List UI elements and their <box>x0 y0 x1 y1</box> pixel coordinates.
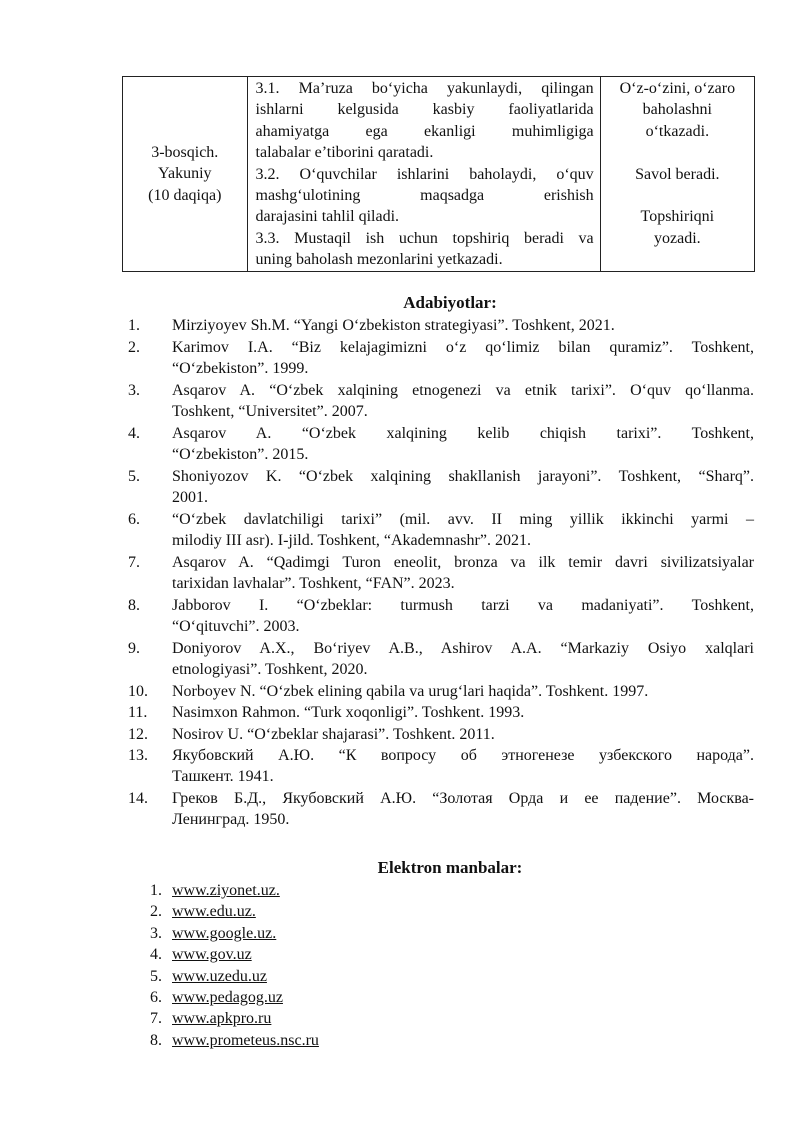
electronic-source-link[interactable]: www.prometeus.nsc.ru <box>172 1031 319 1049</box>
reference-text-line: 2001. <box>172 488 208 506</box>
reference-text <box>172 724 754 745</box>
electronic-source-link[interactable]: www.edu.uz. <box>172 903 256 921</box>
teacher-activity-cell <box>247 77 600 272</box>
reference-number: 2. <box>128 338 140 356</box>
reference-text <box>172 595 754 638</box>
electronic-sources-heading: Elektron manbalar: <box>377 858 523 877</box>
lesson-stage-table <box>122 76 755 272</box>
reference-text-line: Mirziyoyev Sh.M. “Yangi O‘zbekiston strategiyasi”. Toshkent, 2021. <box>172 317 615 334</box>
reference-text <box>172 638 754 681</box>
reference-number: 9. <box>128 639 140 657</box>
electronic-source-link[interactable]: www.pedagog.uz <box>172 988 283 1006</box>
reference-text-line: Jabborov I. “O‘zbeklar: turmush tarzi va madaniyati”. Toshkent, <box>172 596 754 614</box>
electronic-source-link[interactable]: www.google.uz. <box>172 924 277 942</box>
reference-text <box>172 702 754 723</box>
stage-label-cell <box>123 77 248 272</box>
reference-text-line: Ташкент. 1941. <box>172 768 274 786</box>
teacher-activity-line: 3.2. O‘quvchilar ishlarini baholaydi, o‘quv <box>255 165 594 183</box>
reference-text <box>172 788 754 831</box>
reference-number: 3. <box>128 381 140 399</box>
reference-text-line: Asqarov A. “O‘zbek xalqining etnogenezi va etnik tarixi”. O‘quv qo‘llanma. <box>172 381 754 399</box>
teacher-activity-line: uning baholash mezonlarini yetkazadi. <box>255 251 503 269</box>
reference-text-line: Norboyev N. “O‘zbek elining qabila va urug‘lari haqida”. Toshkent. 1997. <box>172 682 649 700</box>
spacer <box>601 142 754 163</box>
teacher-activity-line: talabalar e’tiborini qaratadi. <box>255 144 434 162</box>
reference-text-line: Toshkent, “Universitet”. 2007. <box>172 402 368 420</box>
stage-label-line: Yakuniy <box>158 165 212 183</box>
reference-text <box>172 466 754 509</box>
reference-number: 4. <box>128 424 140 442</box>
reference-text-line: Якубовский А.Ю. “К вопросу об этногенезе узбекского народа”. <box>172 747 754 764</box>
reference-text <box>172 509 754 552</box>
teacher-activity-line: 3.3. Mustaqil ish uchun topshiriq beradi va <box>255 229 594 247</box>
table-row <box>123 77 755 272</box>
student-activity-line: Topshiriqni <box>640 208 715 226</box>
electronic-source-number: 1. <box>150 882 162 899</box>
student-activity-line: baholashni <box>642 101 712 119</box>
teacher-activity-line: darajasini tahlil qiladi. <box>255 208 400 226</box>
reference-text-line: “O‘zbekiston”. 2015. <box>172 445 309 463</box>
reference-text <box>172 681 754 702</box>
electronic-source-number: 5. <box>150 967 162 985</box>
student-activity-line: yozadi. <box>654 229 701 247</box>
reference-text-line: Nasimxon Rahmon. “Turk xoqonligi”. Toshkent. 1993. <box>172 704 525 721</box>
reference-text-line: Asqarov A. “Qadimgi Turon eneolit, bronza va ilk temir davri sivilizatsiyalar <box>172 553 754 571</box>
electronic-source-number: 4. <box>150 946 162 964</box>
spacer <box>601 185 754 206</box>
student-activity-line: o‘tkazadi. <box>645 122 710 140</box>
electronic-source-number: 3. <box>150 924 162 942</box>
electronic-source-number: 7. <box>150 1010 162 1028</box>
reference-text-line: “O‘zbekiston”. 1999. <box>172 359 309 377</box>
reference-text-line: Ленинград. 1950. <box>172 811 290 829</box>
teacher-activity-line: mashg‘ulotining maqsadga erishish <box>255 187 594 205</box>
reference-text-line: “O‘qituvchi”. 2003. <box>172 617 300 635</box>
reference-number: 5. <box>128 467 140 485</box>
student-activity-cell <box>600 77 754 272</box>
reference-text-line: tarixidan lavhalar”. Toshkent, “FAN”. 2023. <box>172 574 455 592</box>
stage-label-line: (10 daqiqa) <box>148 186 222 204</box>
electronic-source-number: 8. <box>150 1031 162 1049</box>
electronic-source-link[interactable]: www.uzedu.uz <box>172 967 267 985</box>
reference-text <box>172 423 754 466</box>
reference-text <box>172 745 754 788</box>
reference-number: 7. <box>128 553 140 571</box>
reference-text <box>172 337 754 380</box>
reference-text <box>172 315 754 336</box>
reference-text-line: Asqarov A. “O‘zbek xalqining kelib chiqish tarixi”. Toshkent, <box>172 424 754 442</box>
reference-number: 12. <box>128 725 148 743</box>
references-heading: Adabiyotlar: <box>403 293 497 312</box>
reference-text-line: Греков Б.Д., Якубовский А.Ю. “Золотая Орда и ее падение”. Москва- <box>172 790 754 807</box>
reference-number: 10. <box>128 682 148 700</box>
reference-number: 1. <box>128 317 140 334</box>
electronic-source-number: 2. <box>150 903 162 921</box>
reference-text-line: etnologiyasi”. Toshkent, 2020. <box>172 660 368 678</box>
reference-text-line: “O‘zbek davlatchiligi tarixi” (mil. avv. II ming yillik ikkinchi yarmi – <box>172 510 754 528</box>
teacher-activity-line: ishlarni kelgusida kasbiy faoliyatlarida <box>255 101 594 119</box>
stage-label-line: 3-bosqich. <box>151 143 219 161</box>
reference-number: 8. <box>128 596 140 614</box>
reference-text <box>172 380 754 423</box>
electronic-source-link[interactable]: www.apkpro.ru <box>172 1010 272 1028</box>
reference-number: 6. <box>128 510 140 528</box>
student-activity-line: O‘z-o‘zini, o‘zaro <box>619 80 736 97</box>
reference-number: 13. <box>128 747 148 764</box>
teacher-activity-line: 3.1. Ma’ruza bo‘yicha yakunlaydi, qilingan <box>255 80 594 97</box>
student-activity-line: Savol beradi. <box>635 165 720 183</box>
reference-text-line: Karimov I.A. “Biz kelajagimizni o‘z qo‘limiz bilan quramiz”. Toshkent, <box>172 338 754 356</box>
electronic-source-link[interactable]: www.ziyonet.uz. <box>172 882 280 899</box>
reference-text-line: Nosirov U. “O‘zbeklar shajarasi”. Toshkent. 2011. <box>172 725 495 743</box>
reference-text-line: milodiy III asr). I-jild. Toshkent, “Akademnashr”. 2021. <box>172 531 531 549</box>
electronic-source-number: 6. <box>150 988 162 1006</box>
electronic-source-link[interactable]: www.gov.uz <box>172 946 252 964</box>
reference-text <box>172 552 754 595</box>
reference-number: 11. <box>128 704 148 721</box>
reference-text-line: Doniyorov A.X., Bo‘riyev A.B., Ashirov A.A. “Markaziy Osiyo xalqlari <box>172 639 754 657</box>
reference-text-line: Shoniyozov K. “O‘zbek xalqining shakllanish jarayoni”. Toshkent, “Sharq”. <box>172 467 754 485</box>
reference-number: 14. <box>128 790 148 807</box>
teacher-activity-line: ahamiyatga ega ekanligi muhimligiga <box>255 122 594 140</box>
